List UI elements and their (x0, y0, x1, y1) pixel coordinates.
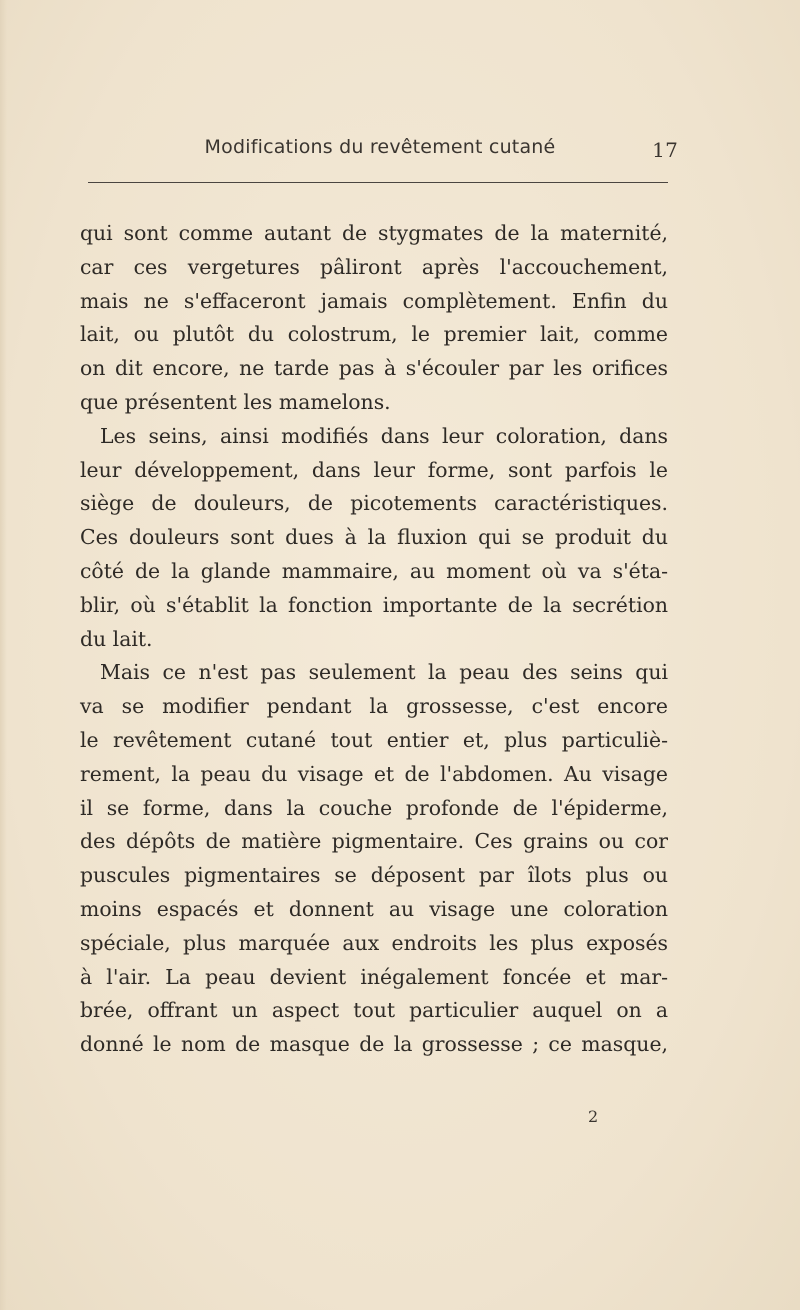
text-line: lait, ou plutôt du colostrum, le premier lait, comme (80, 322, 668, 347)
text-line: spéciale, plus marquée aux endroits les plus exposés (80, 930, 668, 955)
text-line: des dépôts de matière pigmentaire. Ces grains ou cor (80, 829, 668, 854)
text-line: côté de la glande mammaire, au moment où va s'éta- (80, 558, 668, 583)
text-line: siège de douleurs, de picotements caractéristiques. (80, 491, 668, 516)
text-line: que présentent les mamelons. (80, 389, 391, 414)
text-line: qui sont comme autant de stygmates de la maternité, (80, 221, 668, 245)
text-line: du lait. (80, 626, 153, 651)
text-line: mais ne s'effaceront jamais complètement. Enfin du (80, 288, 668, 313)
page-number: 17 (652, 138, 678, 162)
body-text (80, 217, 668, 1062)
text-line: Les seins, ainsi modifiés dans leur coloration, dans (100, 423, 668, 448)
text-line: puscules pigmentaires se déposent par îlots plus ou (80, 863, 668, 888)
text-line: va se modifier pendant la grossesse, c'est encore (80, 694, 668, 719)
running-title: Modifications du revêtement cutané (204, 136, 556, 158)
text-line: rement, la peau du visage et de l'abdomen. Au visage (80, 761, 668, 786)
text-line: Mais ce n'est pas seulement la peau des seins qui (100, 660, 668, 685)
page-edge-shadow (0, 0, 7, 1310)
text-line: donné le nom de masque de la grossesse ; ce masque, (80, 1032, 668, 1057)
text-line: on dit encore, ne tarde pas à s'écouler par les orifices (80, 356, 668, 381)
text-line: leur développement, dans leur forme, sont parfois le (80, 457, 668, 482)
running-head (80, 136, 680, 166)
text-line: à l'air. La peau devient inégalement foncée et mar- (80, 964, 668, 989)
text-line: le revêtement cutané tout entier et, plus particuliè- (80, 727, 668, 752)
signature-mark: 2 (588, 1107, 599, 1126)
text-line: Ces douleurs sont dues à la fluxion qui se produit du (80, 525, 668, 550)
text-line: blir, où s'établit la fonction importante de la secrétion (80, 592, 668, 617)
text-line: car ces vergetures pâliront après l'accouchement, (80, 254, 668, 279)
text-line: moins espacés et donnent au visage une coloration (80, 896, 668, 921)
header-rule (88, 182, 668, 183)
text-line: brée, offrant un aspect tout particulier auquel on a (80, 998, 668, 1023)
text-line: il se forme, dans la couche profonde de l'épiderme, (80, 795, 668, 820)
